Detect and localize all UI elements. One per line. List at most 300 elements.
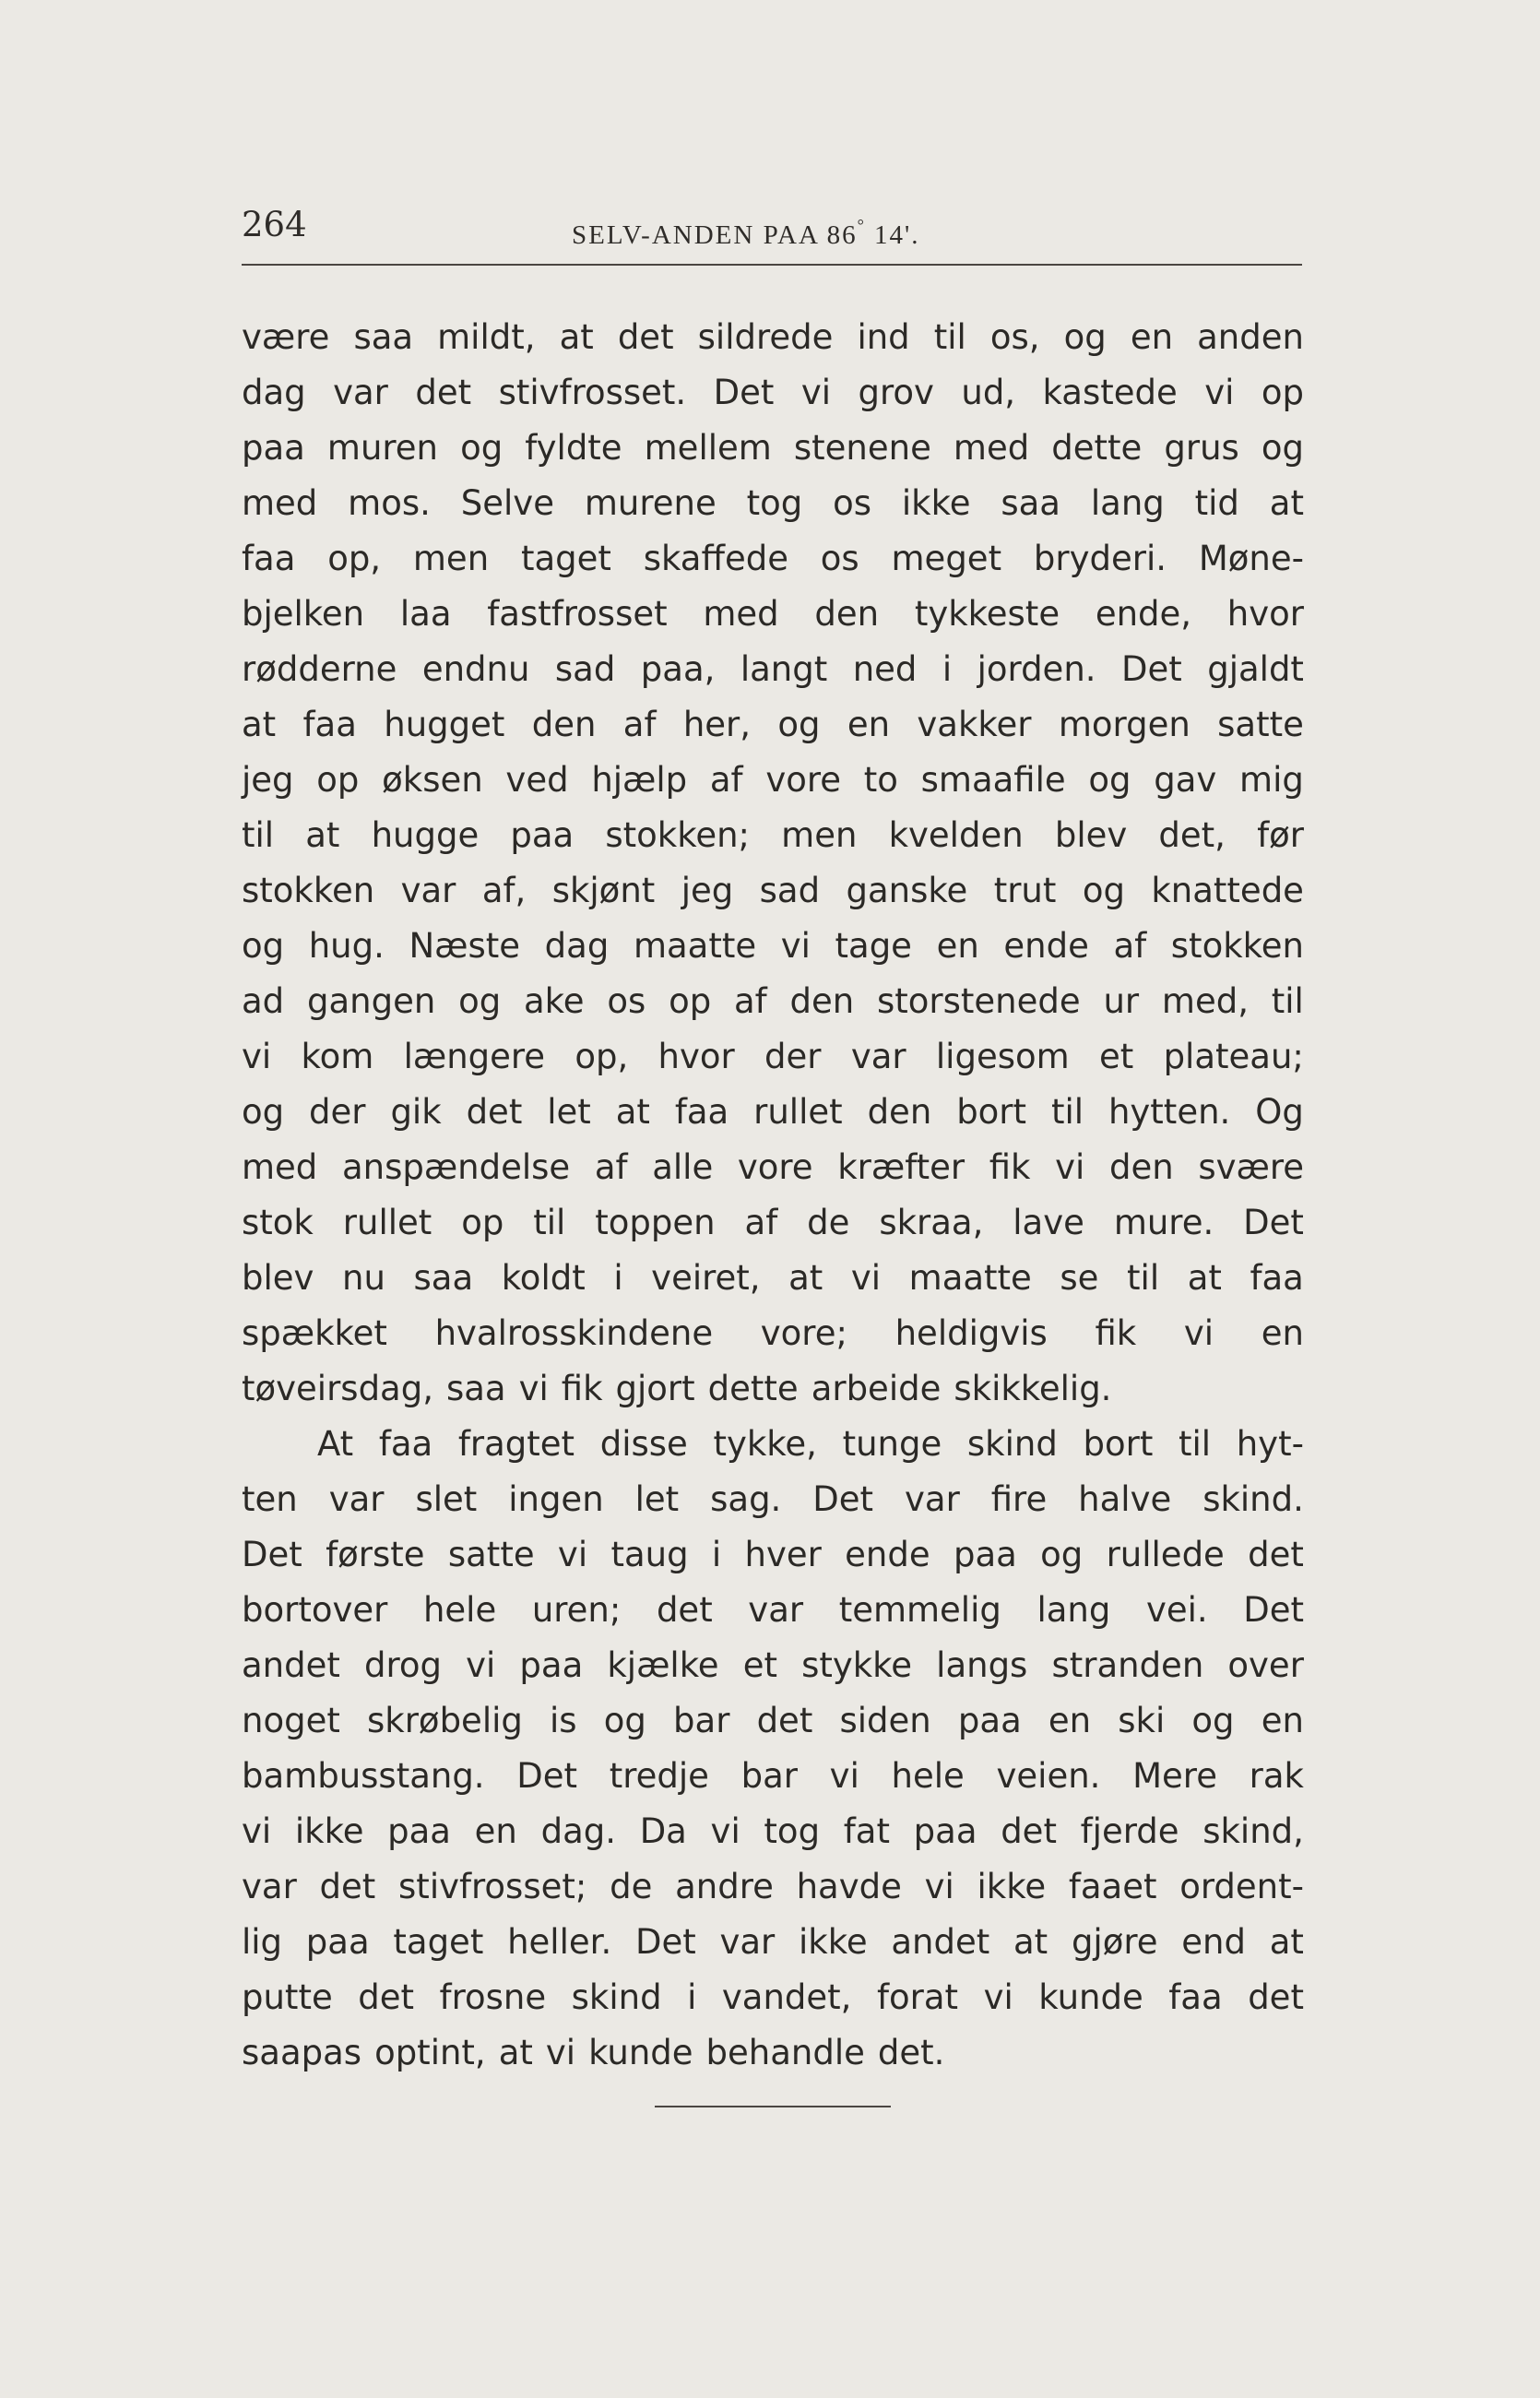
word: op xyxy=(669,981,712,1021)
word: det xyxy=(617,317,674,357)
word: trut xyxy=(993,871,1057,910)
word: saa xyxy=(413,1258,474,1298)
word: en xyxy=(847,705,891,744)
word: ende xyxy=(845,1535,930,1574)
word: op xyxy=(316,760,360,800)
word: og xyxy=(460,428,503,468)
word: vi xyxy=(850,1258,882,1298)
word: stivfrosset; xyxy=(398,1867,587,1906)
word: faa xyxy=(242,539,296,578)
text-line xyxy=(242,1749,1304,1804)
word: Næste xyxy=(409,926,521,966)
word: de xyxy=(610,1867,653,1906)
word: det xyxy=(415,373,472,412)
word: det xyxy=(756,1701,813,1740)
word: stok xyxy=(242,1203,314,1242)
text-line xyxy=(242,1693,1304,1749)
word: let xyxy=(634,1479,680,1519)
word: første xyxy=(326,1535,425,1574)
text-line xyxy=(242,863,1304,919)
word: og xyxy=(1040,1535,1084,1574)
word: men xyxy=(412,539,490,578)
text-line xyxy=(242,1029,1304,1085)
word: en xyxy=(1048,1701,1092,1740)
word: Det xyxy=(812,1479,874,1519)
text-line xyxy=(242,476,1304,531)
word: behandle xyxy=(705,2033,865,2072)
word: morgen xyxy=(1058,705,1191,744)
word: arbeide xyxy=(811,1369,942,1408)
word: ikke xyxy=(901,483,971,523)
word: var xyxy=(242,1867,297,1906)
text-line xyxy=(242,1306,1304,1361)
word: laa xyxy=(399,594,452,634)
word: med xyxy=(242,483,318,523)
text-line xyxy=(242,587,1304,642)
word: vei. xyxy=(1145,1590,1208,1630)
word: os xyxy=(833,483,872,523)
word: at xyxy=(788,1258,823,1298)
word: andet xyxy=(891,1922,990,1962)
word: paa xyxy=(913,1811,977,1851)
word: havde xyxy=(796,1867,902,1906)
word: bar xyxy=(740,1756,798,1796)
word: det xyxy=(656,1590,713,1630)
word: det, xyxy=(1158,815,1226,855)
text-line xyxy=(242,1417,1304,1472)
word: fik xyxy=(561,1369,603,1408)
word: i xyxy=(613,1258,623,1298)
word: vore xyxy=(765,760,842,800)
word: gjaldt xyxy=(1207,649,1304,689)
word: vi xyxy=(983,1977,1013,2017)
word: ende, xyxy=(1095,594,1192,634)
word: ind xyxy=(857,317,910,357)
word: paa xyxy=(957,1701,1022,1740)
word: faa xyxy=(378,1424,433,1464)
word: stenene xyxy=(793,428,931,468)
word: tykke, xyxy=(713,1424,817,1464)
word: der xyxy=(309,1092,366,1132)
word: skaffede xyxy=(643,539,788,578)
word: op, xyxy=(575,1037,629,1076)
word: det xyxy=(1248,1535,1304,1574)
word: hele xyxy=(422,1590,497,1630)
word: blev xyxy=(242,1258,314,1298)
word: bjelken xyxy=(242,594,365,634)
end-rule xyxy=(655,2106,891,2107)
word: stykke xyxy=(801,1645,913,1685)
word: ten xyxy=(242,1479,298,1519)
word: hugget xyxy=(384,705,505,744)
word: til xyxy=(1178,1424,1212,1464)
word: jorden. xyxy=(977,649,1096,689)
word: hyt- xyxy=(1236,1424,1304,1464)
word: skind xyxy=(966,1424,1058,1464)
word: vi xyxy=(242,1037,272,1076)
word: lave xyxy=(1013,1203,1084,1242)
word: det xyxy=(358,1977,415,2017)
word: her, xyxy=(682,705,752,744)
word: dag xyxy=(544,926,610,966)
word: mos. xyxy=(348,483,431,523)
word: Det xyxy=(634,1922,696,1962)
text-line xyxy=(242,1361,1304,1417)
word: til xyxy=(533,1203,566,1242)
word: vakker xyxy=(917,705,1032,744)
word: tunge xyxy=(842,1424,942,1464)
word: fjerde xyxy=(1080,1811,1179,1851)
word: uren; xyxy=(531,1590,622,1630)
word: grov xyxy=(858,373,934,412)
word: at xyxy=(498,2033,533,2072)
word: hvor xyxy=(1226,594,1304,634)
word: knattede xyxy=(1151,871,1304,910)
word: satte xyxy=(1217,705,1304,744)
word: hytten. xyxy=(1108,1092,1231,1132)
word: tog xyxy=(746,483,803,523)
text-line xyxy=(242,974,1304,1029)
word: sag. xyxy=(710,1479,782,1519)
running-title-main: SELV-ANDEN PAA 86 xyxy=(572,220,858,250)
word: vore; xyxy=(760,1313,847,1353)
text-line xyxy=(242,753,1304,808)
word: og xyxy=(242,1092,285,1132)
word: Da xyxy=(639,1811,687,1851)
word: og xyxy=(242,926,285,966)
word: smaafile xyxy=(920,760,1066,800)
word: den xyxy=(1108,1147,1174,1187)
text-line xyxy=(242,1140,1304,1195)
word: vi xyxy=(518,1369,549,1408)
word: vore xyxy=(737,1147,813,1187)
word: mellem xyxy=(644,428,772,468)
word: drog xyxy=(364,1645,443,1685)
word: bortover xyxy=(242,1590,388,1630)
word: paa xyxy=(510,815,575,855)
word: taug xyxy=(610,1535,689,1574)
text-line xyxy=(242,1804,1304,1859)
word: Og xyxy=(1255,1092,1304,1132)
word: koldt xyxy=(501,1258,586,1298)
word: af xyxy=(594,1147,628,1187)
word: ur xyxy=(1103,981,1140,1021)
word: saa xyxy=(353,317,414,357)
word: at xyxy=(1187,1258,1222,1298)
word: Det xyxy=(713,373,775,412)
word: og xyxy=(1063,317,1107,357)
text-line xyxy=(242,2025,1304,2081)
word: med, xyxy=(1161,981,1249,1021)
word: heller. xyxy=(507,1922,612,1962)
word: vi xyxy=(780,926,811,966)
degree-mark: ° xyxy=(857,216,866,234)
word: forat xyxy=(876,1977,959,2017)
word: hver xyxy=(744,1535,822,1574)
word: var xyxy=(328,1479,385,1519)
word: til xyxy=(242,815,275,855)
word: is xyxy=(550,1701,577,1740)
header-rule xyxy=(242,264,1302,266)
word: sad xyxy=(554,649,616,689)
word: op xyxy=(1261,373,1304,412)
word: gik xyxy=(390,1092,442,1132)
word: putte xyxy=(242,1977,333,2017)
word: det xyxy=(466,1092,523,1132)
word: vi xyxy=(1183,1313,1214,1353)
word: fik xyxy=(989,1147,1031,1187)
word: gav xyxy=(1154,760,1217,800)
word: af xyxy=(622,705,657,744)
word: hugge xyxy=(371,815,480,855)
word: endnu xyxy=(421,649,530,689)
word: var xyxy=(719,1922,776,1962)
word: vi xyxy=(1204,373,1235,412)
word: kunde xyxy=(1038,1977,1143,2017)
word: ikke xyxy=(977,1867,1047,1906)
word: ad xyxy=(242,981,285,1021)
word: skraa, xyxy=(879,1203,984,1242)
text-line xyxy=(242,365,1304,421)
word: op, xyxy=(327,539,382,578)
word: af, xyxy=(481,871,527,910)
word: stokken; xyxy=(605,815,751,855)
body-text xyxy=(242,310,1304,2081)
word: vandet, xyxy=(721,1977,852,2017)
word: jeg xyxy=(681,871,734,910)
word: langt xyxy=(740,649,828,689)
word: en xyxy=(1261,1313,1304,1353)
word: paa xyxy=(242,428,305,468)
word: bort xyxy=(956,1092,1027,1132)
word: dag. xyxy=(540,1811,616,1851)
word: temmelig xyxy=(838,1590,1001,1630)
word: skjønt xyxy=(551,871,656,910)
word: os, xyxy=(989,317,1040,357)
word: af xyxy=(733,981,767,1021)
word: se xyxy=(1060,1258,1099,1298)
word: faa xyxy=(674,1092,729,1132)
word: at xyxy=(559,317,594,357)
word: den xyxy=(814,594,880,634)
word: skind, xyxy=(1202,1811,1304,1851)
word: ved xyxy=(505,760,569,800)
word: storstenede xyxy=(876,981,1081,1021)
word: frosne xyxy=(439,1977,547,2017)
word: og xyxy=(458,981,502,1021)
word: spækket xyxy=(242,1313,387,1353)
word: rullede xyxy=(1106,1535,1225,1574)
word: mildt, xyxy=(437,317,536,357)
word: murene xyxy=(584,483,717,523)
word: end xyxy=(1181,1922,1246,1962)
word: paa, xyxy=(640,649,716,689)
word: ud, xyxy=(961,373,1016,412)
word: og xyxy=(777,705,821,744)
word: At xyxy=(317,1424,354,1464)
word: den xyxy=(531,705,597,744)
word: Det xyxy=(1243,1203,1304,1242)
word: dette xyxy=(1051,428,1143,468)
text-line xyxy=(242,1472,1304,1527)
text-line xyxy=(242,1915,1304,1970)
word: paa xyxy=(519,1645,584,1685)
word: fastfrosset xyxy=(487,594,668,634)
word: bambusstang. xyxy=(242,1756,485,1796)
word: at xyxy=(1269,483,1304,523)
word: fire xyxy=(990,1479,1048,1519)
word: og xyxy=(603,1701,646,1740)
word: af xyxy=(1113,926,1147,966)
word: og xyxy=(1191,1701,1235,1740)
word: ganske xyxy=(846,871,968,910)
word: tog xyxy=(764,1811,821,1851)
word: fyldte xyxy=(525,428,622,468)
word: bar xyxy=(673,1701,730,1740)
word: tredje xyxy=(609,1756,709,1796)
word: slet xyxy=(415,1479,478,1519)
word: hug. xyxy=(308,926,385,966)
word: veien. xyxy=(996,1756,1101,1796)
word: Det xyxy=(516,1756,578,1796)
word: tøveirsdag, xyxy=(242,1369,433,1408)
word: sad xyxy=(759,871,821,910)
word: et xyxy=(1098,1037,1134,1076)
word: vi xyxy=(800,373,832,412)
word: skrøbelig xyxy=(367,1701,523,1740)
text-line xyxy=(242,1085,1304,1140)
word: meget xyxy=(891,539,1002,578)
word: lang xyxy=(1090,483,1165,523)
word: andet xyxy=(242,1645,340,1685)
word: alle xyxy=(652,1147,714,1187)
word: ordent- xyxy=(1179,1867,1304,1906)
word: til xyxy=(1271,981,1304,1021)
word: at xyxy=(242,705,277,744)
word: faa xyxy=(1168,1977,1223,2017)
word: den xyxy=(867,1092,932,1132)
word: tykkeste xyxy=(914,594,1060,634)
word: fik xyxy=(1095,1313,1137,1353)
word: taget xyxy=(520,539,611,578)
page-number: 264 xyxy=(242,205,307,244)
word: en xyxy=(1261,1701,1304,1740)
word: kvelden xyxy=(888,815,1024,855)
word: to xyxy=(863,760,898,800)
word: skikkelig. xyxy=(954,1369,1112,1408)
word: sildrede xyxy=(697,317,834,357)
word: Det xyxy=(242,1535,302,1574)
running-title xyxy=(572,216,920,251)
running-title-tail: 14'. xyxy=(865,220,920,250)
text-line xyxy=(242,697,1304,753)
word: rullet xyxy=(753,1092,843,1132)
word: os xyxy=(820,539,859,578)
word: var xyxy=(748,1590,804,1630)
word: Mere xyxy=(1132,1756,1217,1796)
word: kjælke xyxy=(607,1645,719,1685)
word: gjøre xyxy=(1071,1922,1158,1962)
word: vi xyxy=(710,1811,740,1851)
word: faaet xyxy=(1068,1867,1157,1906)
word: noget xyxy=(242,1701,340,1740)
word: blev xyxy=(1054,815,1128,855)
word: og xyxy=(1082,871,1125,910)
word: maatte xyxy=(908,1258,1032,1298)
word: at xyxy=(305,815,340,855)
word: toppen xyxy=(595,1203,716,1242)
word: ned xyxy=(852,649,918,689)
text-line xyxy=(242,421,1304,476)
word: og xyxy=(1088,760,1131,800)
word: ende xyxy=(1003,926,1089,966)
word: saa xyxy=(1001,483,1060,523)
word: tid xyxy=(1194,483,1239,523)
word: saa xyxy=(445,1369,506,1408)
word: taget xyxy=(393,1922,484,1962)
word: vi xyxy=(829,1756,859,1796)
word: længere xyxy=(403,1037,546,1076)
word: dag xyxy=(242,373,306,412)
word: ski xyxy=(1118,1701,1166,1740)
word: og xyxy=(1261,428,1304,468)
word: ake xyxy=(524,981,585,1021)
word: at xyxy=(615,1092,650,1132)
word: hvor xyxy=(657,1037,735,1076)
word: hjælp xyxy=(591,760,688,800)
word: vi xyxy=(242,1811,272,1851)
word: rullet xyxy=(342,1203,432,1242)
word: satte xyxy=(447,1535,535,1574)
word: faa xyxy=(302,705,357,744)
word: at xyxy=(1013,1922,1048,1962)
word: hele xyxy=(891,1756,965,1796)
word: var xyxy=(850,1037,906,1076)
word: stokken xyxy=(242,871,375,910)
word: det. xyxy=(877,2033,945,2072)
text-line xyxy=(242,919,1304,974)
word: før xyxy=(1257,815,1304,855)
word: en xyxy=(936,926,979,966)
word: lig xyxy=(242,1922,283,1962)
word: grus xyxy=(1164,428,1239,468)
text-line xyxy=(242,1195,1304,1251)
word: saapas xyxy=(242,2033,362,2072)
text-line xyxy=(242,531,1304,587)
word: mig xyxy=(1239,760,1304,800)
word: Det xyxy=(1121,649,1182,689)
word: let xyxy=(547,1092,591,1132)
word: med xyxy=(953,428,1030,468)
word: veiret, xyxy=(651,1258,761,1298)
word: os xyxy=(607,981,646,1021)
word: den xyxy=(789,981,855,1021)
word: det xyxy=(319,1867,376,1906)
word: anden xyxy=(1197,317,1304,357)
word: plateau; xyxy=(1163,1037,1304,1076)
word: dette xyxy=(707,1369,799,1408)
word: var xyxy=(400,871,456,910)
word: bort xyxy=(1083,1424,1154,1464)
word: ingen xyxy=(508,1479,604,1519)
text-line xyxy=(242,1527,1304,1583)
word: op xyxy=(461,1203,504,1242)
word: var xyxy=(905,1479,960,1519)
word: rødderne xyxy=(242,649,397,689)
word: med xyxy=(242,1147,318,1187)
word: gjort xyxy=(615,1369,695,1408)
word: de xyxy=(807,1203,850,1242)
